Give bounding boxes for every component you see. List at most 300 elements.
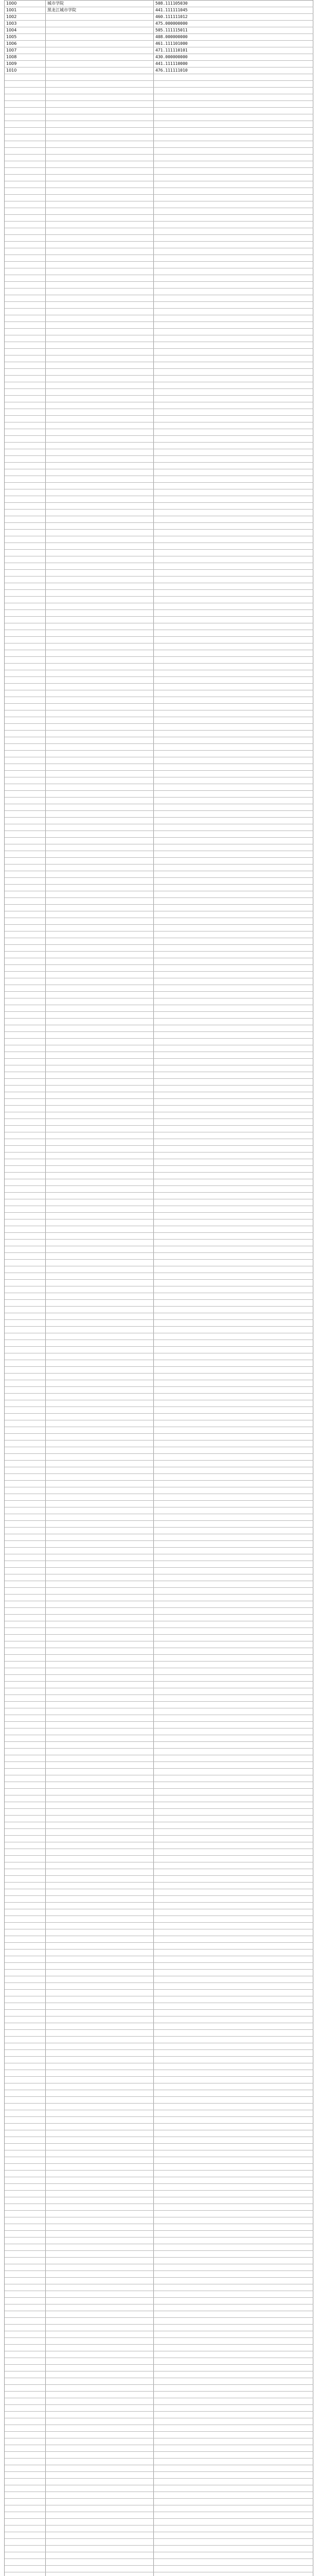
school-name bbox=[46, 1715, 154, 1721]
score-value bbox=[154, 1722, 313, 1728]
table-row bbox=[5, 2150, 313, 2157]
row-number bbox=[5, 851, 46, 857]
school-name bbox=[46, 1702, 154, 1708]
school-name bbox=[46, 1688, 154, 1694]
school-name bbox=[46, 2338, 154, 2344]
table-row bbox=[5, 1856, 313, 1862]
score-value bbox=[154, 1273, 313, 1279]
score-value bbox=[154, 891, 313, 897]
school-name bbox=[46, 282, 154, 288]
table-row bbox=[5, 1795, 313, 1802]
row-number bbox=[5, 295, 46, 301]
score-value bbox=[154, 757, 313, 764]
score-value bbox=[154, 1106, 313, 1112]
score-value bbox=[154, 1099, 313, 1105]
table-row bbox=[5, 664, 313, 670]
school-name bbox=[46, 945, 154, 951]
score-value bbox=[154, 1856, 313, 1862]
score-value bbox=[154, 1568, 313, 1574]
school-name bbox=[46, 1400, 154, 1406]
table-row bbox=[5, 1487, 313, 1494]
school-name bbox=[46, 2197, 154, 2204]
table-row bbox=[5, 2191, 313, 2197]
school-name bbox=[46, 262, 154, 268]
school-name bbox=[46, 54, 154, 60]
score-value bbox=[154, 2117, 313, 2123]
score-value bbox=[154, 1467, 313, 1473]
score-value bbox=[154, 2164, 313, 2170]
table-row bbox=[5, 1159, 313, 1166]
school-name bbox=[46, 1789, 154, 1795]
row-number bbox=[5, 1970, 46, 1976]
score-value bbox=[154, 791, 313, 797]
school-name bbox=[46, 1675, 154, 1681]
score-value bbox=[154, 2438, 313, 2445]
table-row bbox=[5, 1675, 313, 1682]
row-number bbox=[5, 791, 46, 797]
school-name bbox=[46, 2231, 154, 2237]
row-number bbox=[5, 1219, 46, 1226]
school-name bbox=[46, 148, 154, 154]
table-row bbox=[5, 315, 313, 322]
row-number bbox=[5, 1166, 46, 1172]
score-value bbox=[154, 114, 313, 121]
score-value bbox=[154, 2063, 313, 2070]
score-value bbox=[154, 429, 313, 435]
school-name bbox=[46, 2418, 154, 2425]
table-row bbox=[5, 1574, 313, 1581]
row-number bbox=[5, 1025, 46, 1031]
score-value bbox=[154, 1688, 313, 1694]
row-number bbox=[5, 2278, 46, 2284]
row-number bbox=[5, 1615, 46, 1621]
score-value bbox=[154, 121, 313, 127]
table-row bbox=[5, 731, 313, 737]
score-value bbox=[154, 563, 313, 569]
row-number bbox=[5, 1896, 46, 1902]
row-number bbox=[5, 1374, 46, 1380]
school-name bbox=[46, 1447, 154, 1453]
score-value bbox=[154, 2197, 313, 2204]
school-name bbox=[46, 1655, 154, 1661]
table-row bbox=[5, 590, 313, 597]
table-row bbox=[5, 1072, 313, 1079]
school-name bbox=[46, 965, 154, 971]
table-row bbox=[5, 489, 313, 496]
table-row bbox=[5, 2539, 313, 2546]
table-row bbox=[5, 737, 313, 744]
school-name bbox=[46, 1327, 154, 1333]
table-row bbox=[5, 2217, 313, 2224]
score-value bbox=[154, 2566, 313, 2572]
school-name bbox=[46, 811, 154, 817]
school-name bbox=[46, 2318, 154, 2324]
score-value bbox=[154, 322, 313, 328]
school-name bbox=[46, 342, 154, 348]
score-value bbox=[154, 1394, 313, 1400]
score-value bbox=[154, 764, 313, 770]
school-name bbox=[46, 1481, 154, 1487]
school-name bbox=[46, 1541, 154, 1547]
table-row bbox=[5, 2117, 313, 2124]
school-name bbox=[46, 2405, 154, 2411]
table-row bbox=[5, 972, 313, 978]
school-name bbox=[46, 2157, 154, 2163]
school-name bbox=[46, 1648, 154, 1654]
school-name bbox=[46, 1595, 154, 1601]
row-number bbox=[5, 2063, 46, 2070]
table-row bbox=[5, 1742, 313, 1749]
score-value bbox=[154, 2378, 313, 2384]
table-row bbox=[5, 784, 313, 791]
row-number bbox=[5, 1300, 46, 1306]
table-row bbox=[5, 1883, 313, 1889]
score-value bbox=[154, 878, 313, 884]
school-name bbox=[46, 1883, 154, 1889]
school-name bbox=[46, 1414, 154, 1420]
school-name bbox=[46, 88, 154, 94]
score-value bbox=[154, 1662, 313, 1668]
table-row bbox=[5, 891, 313, 898]
row-number bbox=[5, 1233, 46, 1239]
row-number bbox=[5, 2137, 46, 2143]
row-number bbox=[5, 2030, 46, 2036]
school-name bbox=[46, 242, 154, 248]
row-number bbox=[5, 2371, 46, 2378]
row-number bbox=[5, 2191, 46, 2197]
row-number: 1009 bbox=[5, 61, 46, 67]
score-value bbox=[154, 1916, 313, 1922]
school-name bbox=[46, 2104, 154, 2110]
score-value bbox=[154, 2258, 313, 2264]
table-row bbox=[5, 1916, 313, 1923]
school-name bbox=[46, 2097, 154, 2103]
table-row bbox=[5, 1963, 313, 1970]
school-name bbox=[46, 1126, 154, 1132]
school-name bbox=[46, 2211, 154, 2217]
table-row bbox=[5, 1206, 313, 1213]
school-name bbox=[46, 1494, 154, 1500]
score-value bbox=[154, 1173, 313, 1179]
school-name bbox=[46, 510, 154, 516]
school-name bbox=[46, 2398, 154, 2404]
table-row bbox=[5, 1662, 313, 1668]
score-value bbox=[154, 2077, 313, 2083]
school-name: 城市学院 bbox=[46, 1, 154, 7]
school-name bbox=[46, 985, 154, 991]
row-number bbox=[5, 2258, 46, 2264]
table-row bbox=[5, 2184, 313, 2191]
table-row bbox=[5, 1682, 313, 1688]
row-number bbox=[5, 1213, 46, 1219]
score-value bbox=[154, 1019, 313, 1025]
school-name bbox=[46, 2117, 154, 2123]
row-number bbox=[5, 2479, 46, 2485]
score-value bbox=[154, 818, 313, 824]
school-name bbox=[46, 1963, 154, 1969]
table-row bbox=[5, 134, 313, 141]
school-name bbox=[46, 2083, 154, 2090]
score-value bbox=[154, 1983, 313, 1989]
score-value bbox=[154, 1795, 313, 1802]
school-name bbox=[46, 2492, 154, 2498]
school-name bbox=[46, 1320, 154, 1326]
row-number bbox=[5, 1655, 46, 1661]
score-value bbox=[154, 1601, 313, 1607]
school-name bbox=[46, 1749, 154, 1755]
score-value bbox=[154, 88, 313, 94]
score-value bbox=[154, 2331, 313, 2337]
row-number bbox=[5, 1836, 46, 1842]
table-row bbox=[5, 228, 313, 235]
school-name bbox=[46, 885, 154, 891]
row-number bbox=[5, 1561, 46, 1567]
row-number bbox=[5, 2244, 46, 2250]
score-value bbox=[154, 952, 313, 958]
score-value bbox=[154, 2351, 313, 2358]
school-name bbox=[46, 871, 154, 877]
table-row bbox=[5, 1929, 313, 1936]
school-name bbox=[46, 422, 154, 429]
school-name bbox=[46, 617, 154, 623]
row-number bbox=[5, 242, 46, 248]
table-row bbox=[5, 2559, 313, 2566]
score-value bbox=[154, 2278, 313, 2284]
school-name bbox=[46, 2164, 154, 2170]
school-name bbox=[46, 443, 154, 449]
table-row bbox=[5, 804, 313, 811]
row-number bbox=[5, 2157, 46, 2163]
score-value bbox=[154, 483, 313, 489]
school-name bbox=[46, 1836, 154, 1842]
score-value bbox=[154, 2385, 313, 2391]
score-value bbox=[154, 1695, 313, 1701]
score-value bbox=[154, 1728, 313, 1735]
row-number bbox=[5, 1126, 46, 1132]
row-number bbox=[5, 1153, 46, 1159]
score-value bbox=[154, 1179, 313, 1185]
table-row bbox=[5, 2298, 313, 2304]
table-row bbox=[5, 2479, 313, 2485]
table-row bbox=[5, 2425, 313, 2432]
row-number bbox=[5, 1380, 46, 1386]
table-row bbox=[5, 818, 313, 824]
school-name bbox=[46, 1300, 154, 1306]
row-number bbox=[5, 724, 46, 730]
table-row bbox=[5, 2070, 313, 2077]
school-name bbox=[46, 389, 154, 395]
school-name bbox=[46, 2224, 154, 2230]
score-value bbox=[154, 2539, 313, 2545]
score-value bbox=[154, 1755, 313, 1761]
row-number bbox=[5, 1548, 46, 1554]
score-value bbox=[154, 2150, 313, 2157]
score-value bbox=[154, 1307, 313, 1313]
school-name bbox=[46, 416, 154, 422]
table-row bbox=[5, 2023, 313, 2030]
data-table bbox=[4, 0, 313, 2576]
score-value bbox=[154, 2157, 313, 2163]
school-name bbox=[46, 1374, 154, 1380]
row-number bbox=[5, 1005, 46, 1011]
table-row bbox=[5, 114, 313, 121]
row-number bbox=[5, 2552, 46, 2558]
table-row bbox=[5, 556, 313, 563]
score-value bbox=[154, 2264, 313, 2270]
row-number bbox=[5, 2351, 46, 2358]
school-name bbox=[46, 777, 154, 784]
score-value bbox=[154, 811, 313, 817]
row-number bbox=[5, 376, 46, 382]
row-number bbox=[5, 503, 46, 509]
table-row bbox=[5, 476, 313, 483]
table-row bbox=[5, 1822, 313, 1829]
school-name bbox=[46, 1099, 154, 1105]
table-row bbox=[5, 329, 313, 335]
score-value bbox=[154, 523, 313, 529]
row-number bbox=[5, 1816, 46, 1822]
row-number bbox=[5, 1367, 46, 1373]
row-number bbox=[5, 1340, 46, 1346]
school-name bbox=[46, 664, 154, 670]
table-row bbox=[5, 1909, 313, 1916]
score-value bbox=[154, 1628, 313, 1634]
table-row bbox=[5, 603, 313, 610]
table-row bbox=[5, 824, 313, 831]
score-value bbox=[154, 1065, 313, 1072]
row-number bbox=[5, 1581, 46, 1587]
score-value bbox=[154, 503, 313, 509]
row-number bbox=[5, 1079, 46, 1085]
row-number bbox=[5, 623, 46, 630]
row-number bbox=[5, 1400, 46, 1406]
school-name bbox=[46, 1521, 154, 1527]
row-number bbox=[5, 2338, 46, 2344]
row-number bbox=[5, 181, 46, 188]
row-number bbox=[5, 1039, 46, 1045]
row-number bbox=[5, 2526, 46, 2532]
score-value bbox=[154, 1782, 313, 1788]
score-value bbox=[154, 2546, 313, 2552]
score-value bbox=[154, 704, 313, 710]
table-row bbox=[5, 1260, 313, 1266]
table-row bbox=[5, 1179, 313, 1186]
score-value bbox=[154, 1039, 313, 1045]
row-number bbox=[5, 2325, 46, 2331]
row-number bbox=[5, 382, 46, 388]
table-row bbox=[5, 449, 313, 456]
school-name bbox=[46, 188, 154, 194]
table-row bbox=[5, 1293, 313, 1300]
score-value bbox=[154, 1501, 313, 1507]
table-row bbox=[5, 1327, 313, 1333]
row-number bbox=[5, 2043, 46, 2049]
school-name bbox=[46, 2184, 154, 2190]
table-row bbox=[5, 155, 313, 161]
score-value bbox=[154, 1708, 313, 1715]
row-number bbox=[5, 717, 46, 723]
row-number bbox=[5, 1514, 46, 1520]
row-number bbox=[5, 2572, 46, 2576]
table-row bbox=[5, 2519, 313, 2526]
row-number bbox=[5, 1266, 46, 1273]
score-value bbox=[154, 1387, 313, 1393]
table-row bbox=[5, 1226, 313, 1233]
school-name bbox=[46, 14, 154, 20]
score-value bbox=[154, 443, 313, 449]
row-number bbox=[5, 1588, 46, 1594]
school-name bbox=[46, 925, 154, 931]
table-row bbox=[5, 536, 313, 543]
score-value bbox=[154, 824, 313, 831]
score-value bbox=[154, 690, 313, 697]
score-value bbox=[154, 1340, 313, 1346]
table-row bbox=[5, 436, 313, 443]
row-number bbox=[5, 1862, 46, 1869]
school-name bbox=[46, 798, 154, 804]
row-number bbox=[5, 248, 46, 255]
school-name bbox=[46, 2023, 154, 2029]
table-row bbox=[5, 1615, 313, 1621]
school-name bbox=[46, 1353, 154, 1360]
score-value bbox=[154, 335, 313, 342]
row-number bbox=[5, 1715, 46, 1721]
school-name bbox=[46, 114, 154, 121]
row-number bbox=[5, 1769, 46, 1775]
row-number bbox=[5, 2050, 46, 2056]
school-name bbox=[46, 1695, 154, 1701]
row-number bbox=[5, 369, 46, 375]
table-row bbox=[5, 2351, 313, 2358]
table-row bbox=[5, 1655, 313, 1662]
row-number: 1007 bbox=[5, 47, 46, 54]
row-number bbox=[5, 1789, 46, 1795]
school-name bbox=[46, 1755, 154, 1761]
school-name bbox=[46, 697, 154, 703]
score-value bbox=[154, 2338, 313, 2344]
table-row bbox=[5, 1173, 313, 1179]
score-value bbox=[154, 1608, 313, 1614]
school-name bbox=[46, 1427, 154, 1433]
score-value bbox=[154, 1668, 313, 1674]
table-row bbox=[5, 2465, 313, 2472]
table-row bbox=[5, 637, 313, 643]
row-number bbox=[5, 1909, 46, 1916]
score-value bbox=[154, 1675, 313, 1681]
school-name bbox=[46, 2171, 154, 2177]
table-row bbox=[5, 168, 313, 175]
row-number bbox=[5, 1996, 46, 2003]
school-name bbox=[46, 744, 154, 750]
score-value bbox=[154, 1213, 313, 1219]
score-value bbox=[154, 697, 313, 703]
table-row bbox=[5, 878, 313, 885]
school-name bbox=[46, 248, 154, 255]
row-number bbox=[5, 2110, 46, 2116]
school-name bbox=[46, 289, 154, 295]
table-row bbox=[5, 1400, 313, 1407]
school-name bbox=[46, 1876, 154, 1882]
score-value bbox=[154, 731, 313, 737]
table-row bbox=[5, 2572, 313, 2576]
row-number bbox=[5, 583, 46, 589]
score-value bbox=[154, 1923, 313, 1929]
score-value bbox=[154, 2405, 313, 2411]
table-row bbox=[5, 1005, 313, 1012]
school-name bbox=[46, 2345, 154, 2351]
table-row bbox=[5, 1360, 313, 1367]
row-number bbox=[5, 208, 46, 214]
